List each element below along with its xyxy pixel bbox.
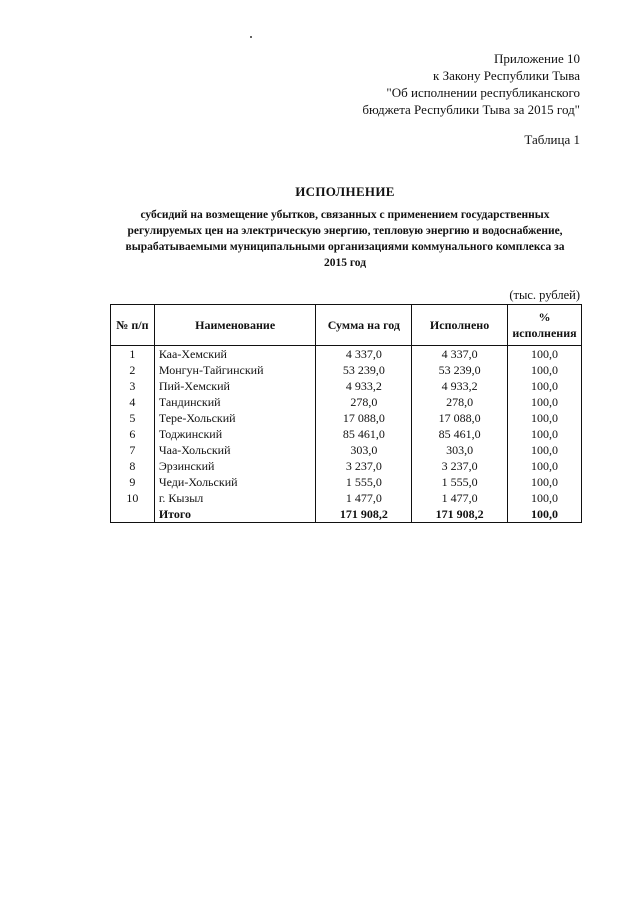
cell-name: Чаа-Хольский	[154, 442, 316, 458]
total-sum: 171 908,2	[316, 506, 412, 523]
cell-sum: 4 337,0	[316, 346, 412, 363]
document-subtitle	[110, 207, 580, 271]
cell-executed: 4 933,2	[412, 378, 508, 394]
table-total-row	[111, 506, 582, 523]
subsidies-table	[110, 304, 582, 523]
cell-executed: 1 555,0	[412, 474, 508, 490]
header-sum: Сумма на год	[316, 305, 412, 346]
cell-sum: 3 237,0	[316, 458, 412, 474]
cell-pct: 100,0	[507, 394, 581, 410]
cell-num: 5	[111, 410, 155, 426]
annex-header	[220, 50, 580, 118]
table-row	[111, 458, 582, 474]
cell-pct: 100,0	[507, 410, 581, 426]
cell-sum: 85 461,0	[316, 426, 412, 442]
annex-line: "Об исполнении республиканского	[386, 85, 580, 100]
header-pct-label: исполнения	[512, 326, 577, 340]
cell-name: Чеди-Хольский	[154, 474, 316, 490]
cell-num: 7	[111, 442, 155, 458]
header-name: Наименование	[154, 305, 316, 346]
cell-name: Монгун-Тайгинский	[154, 362, 316, 378]
annex-line: Приложение 10	[493, 51, 580, 66]
cell-num: 8	[111, 458, 155, 474]
scan-speck	[250, 36, 252, 38]
subtitle-line: субсидий на возмещение убытков, связанных с применением государственных	[140, 209, 550, 221]
cell-executed: 303,0	[412, 442, 508, 458]
annex-line: бюджета Республики Тыва за 2015 год"	[362, 102, 580, 117]
total-executed: 171 908,2	[412, 506, 508, 523]
cell-pct: 100,0	[507, 346, 581, 363]
cell-num-empty	[111, 506, 155, 523]
cell-pct: 100,0	[507, 378, 581, 394]
cell-sum: 278,0	[316, 394, 412, 410]
cell-sum: 17 088,0	[316, 410, 412, 426]
cell-num: 1	[111, 346, 155, 363]
total-pct: 100,0	[507, 506, 581, 523]
subtitle-line: вырабатываемыми муниципальными организациями коммунального комплекса за	[125, 241, 565, 253]
table-label: Таблица 1	[524, 132, 580, 147]
cell-executed: 53 239,0	[412, 362, 508, 378]
table-row	[111, 474, 582, 490]
table-row	[111, 410, 582, 426]
cell-executed: 17 088,0	[412, 410, 508, 426]
header-pct	[507, 305, 581, 346]
header-pct-symbol: %	[538, 310, 551, 324]
table-row	[111, 426, 582, 442]
cell-executed: 85 461,0	[412, 426, 508, 442]
cell-pct: 100,0	[507, 474, 581, 490]
cell-name: Тоджинский	[154, 426, 316, 442]
cell-num: 3	[111, 378, 155, 394]
table-row	[111, 442, 582, 458]
annex-line: к Закону Республики Тыва	[433, 68, 580, 83]
cell-executed: 3 237,0	[412, 458, 508, 474]
cell-name: Эрзинский	[154, 458, 316, 474]
cell-pct: 100,0	[507, 442, 581, 458]
cell-sum: 303,0	[316, 442, 412, 458]
cell-num: 6	[111, 426, 155, 442]
cell-sum: 4 933,2	[316, 378, 412, 394]
cell-num: 10	[111, 490, 155, 506]
table-row	[111, 394, 582, 410]
table-row	[111, 490, 582, 506]
table-row	[111, 378, 582, 394]
cell-pct: 100,0	[507, 426, 581, 442]
units-note: (тыс. рублей)	[509, 288, 580, 302]
table-row	[111, 362, 582, 378]
header-executed: Исполнено	[412, 305, 508, 346]
cell-pct: 100,0	[507, 362, 581, 378]
cell-sum: 53 239,0	[316, 362, 412, 378]
cell-num: 4	[111, 394, 155, 410]
cell-num: 2	[111, 362, 155, 378]
cell-executed: 4 337,0	[412, 346, 508, 363]
cell-num: 9	[111, 474, 155, 490]
cell-pct: 100,0	[507, 490, 581, 506]
document-title: ИСПОЛНЕНИЕ	[295, 184, 395, 199]
cell-name: Каа-Хемский	[154, 346, 316, 363]
cell-name: Тандинский	[154, 394, 316, 410]
cell-sum: 1 555,0	[316, 474, 412, 490]
header-num: № п/п	[111, 305, 155, 346]
cell-executed: 278,0	[412, 394, 508, 410]
cell-executed: 1 477,0	[412, 490, 508, 506]
cell-name: г. Кызыл	[154, 490, 316, 506]
subtitle-line: 2015 год	[323, 257, 367, 269]
total-label: Итого	[154, 506, 316, 523]
subtitle-line: регулируемых цен на электрическую энергию, тепловую энергию и водоснабжение,	[127, 225, 563, 237]
table-header-row	[111, 305, 582, 346]
cell-pct: 100,0	[507, 458, 581, 474]
cell-name: Пий-Хемский	[154, 378, 316, 394]
cell-name: Тере-Хольский	[154, 410, 316, 426]
cell-sum: 1 477,0	[316, 490, 412, 506]
table-row	[111, 346, 582, 363]
